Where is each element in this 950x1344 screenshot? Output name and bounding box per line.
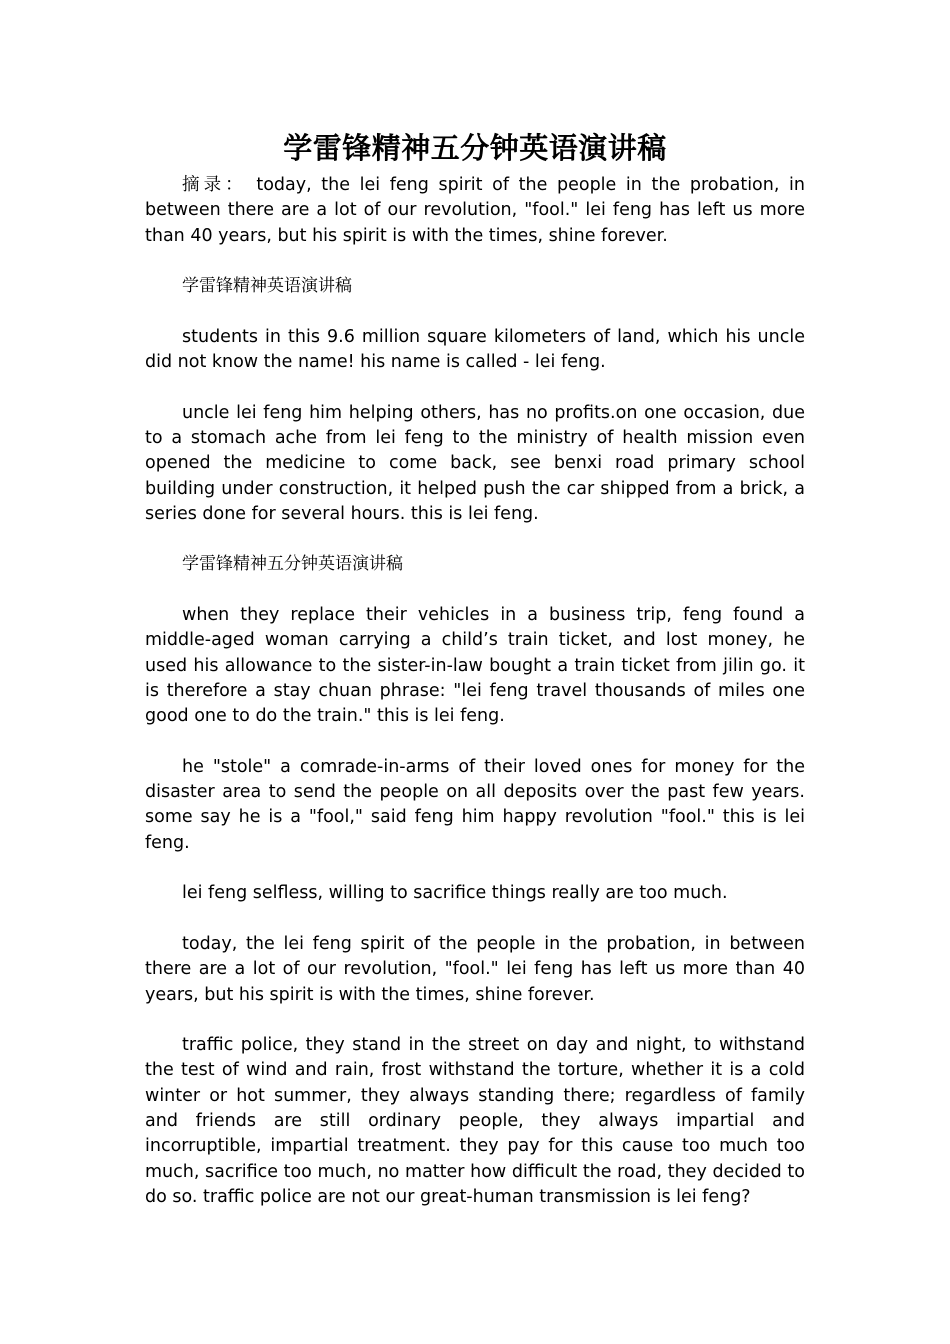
paragraph-4: he "stole" a comrade-in-arms of their loved ones for money for the disaster area to send the people on all deposits over the past few years. some say he is a "fool," said feng him happy revolution "fool." this is lei feng. (145, 756, 805, 853)
abstract-label: 摘录： (182, 175, 247, 195)
paragraph-2: uncle lei feng him helping others, has no profits.on one occasion, due to a stomach ache from lei feng to the ministry of health mission even opened the medicine to come back, see benxi road primary school building under construction, it helped push the car shipped from a brick, a series done for several hours. this is lei feng. (145, 402, 805, 524)
paragraph-3: when they replace their vehicles in a business trip, feng found a middle-aged woman carrying a child’s train ticket, and lost money, he used his allowance to the sister-in-law bought a train ticket from jilin go. it is therefore a stay chuan phrase: "lei feng travel thousands of miles one good one to do the train." this is lei feng. (145, 605, 805, 727)
subheading-speech: 学雷锋精神英语演讲稿 (182, 276, 352, 297)
paragraph-7: traffic police, they stand in the street on day and night, to withstand the test of wind and rain, frost withstand the torture, whether it is a cold winter or hot summer, they always standing there; regardless of family and friends are still ordinary people, they always impartial and incorruptible, impartial treatment. they pay for this cause too much too much, sacrifice too much, no matter how difficult the road, they decided to do so. traffic police are not our great-human transmission is lei feng? (145, 1035, 805, 1207)
abstract-paragraph (145, 173, 805, 249)
paragraph-5: lei feng selfless, willing to sacrifice things really are too much. (182, 883, 728, 904)
abstract-text: today, the lei feng spirit of the people in the probation, in between there are a lot of our revolution, "fool." lei feng has left us more than 40 years, but his spirit is with the times, shine forever. (145, 175, 805, 246)
subheading-five-minute-speech: 学雷锋精神五分钟英语演讲稿 (182, 554, 403, 575)
document-page (145, 128, 805, 1235)
paragraph-6: today, the lei feng spirit of the people in the probation, in between there are a lot of our revolution, "fool." lei feng has left us more than 40 years, but his spirit is with the times, shine forever. (145, 933, 805, 1005)
paragraph-1: students in this 9.6 million square kilometers of land, which his uncle did not know the name! his name is called - lei feng. (145, 326, 805, 373)
document-title: 学雷锋精神五分钟英语演讲稿 (283, 131, 667, 165)
